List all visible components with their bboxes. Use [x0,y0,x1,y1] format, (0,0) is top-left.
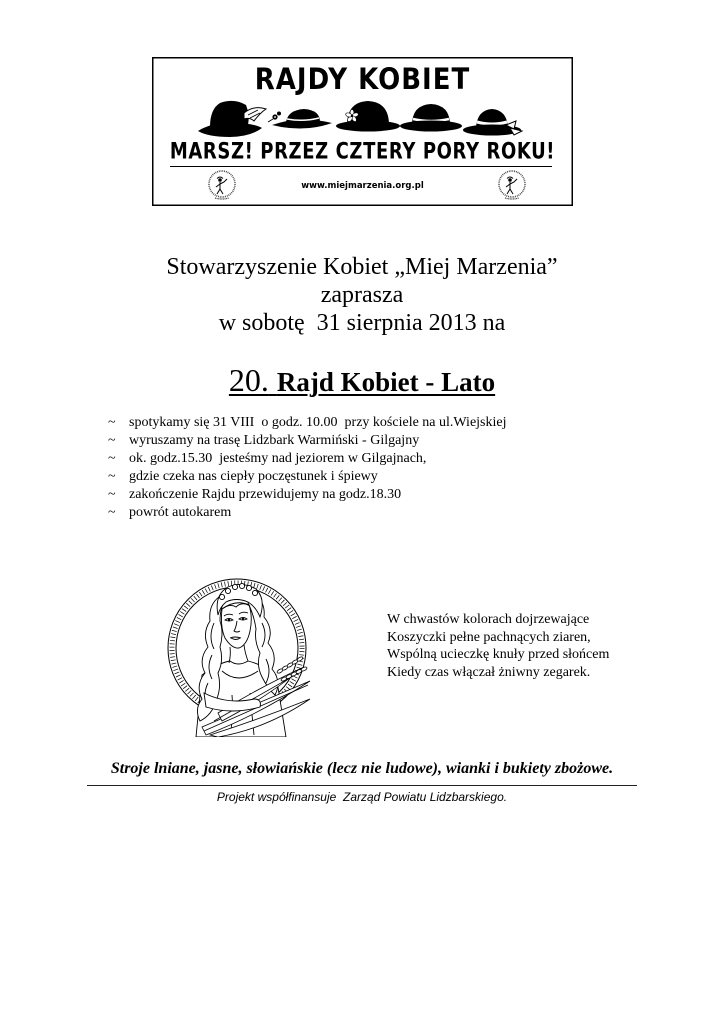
list-item-text: powrót autokarem [129,505,232,520]
list-item [100,504,620,522]
woman-with-wheat-icon [162,575,312,737]
invite-verb: zaprasza [320,282,404,308]
dress-code: Stroje lniane, jasne, słowiańskie (lecz nie ludowe), wianki i bukiety zbożowe. [110,760,614,777]
tilde-bullet: ~ [108,505,116,520]
hat-3-icon [336,101,400,132]
list-item-text: wyruszamy na trasę Lidzbark Warmiński - Gilgajny [129,433,420,448]
hat-5-icon [463,109,522,136]
banner-website: www.miejmarzenia.org.pl [301,181,424,191]
hat-4-icon [400,104,462,132]
poem-line: Wspólną ucieczkę knuły przed słońcem [387,647,610,663]
date-line: w sobotę 31 sierpnia 2013 na [218,310,506,336]
schedule-list [100,414,620,522]
tilde-bullet: ~ [108,487,116,502]
poem-line: Kiedy czas włączał żniwny zegarek. [387,665,591,681]
organizer-line: Stowarzyszenie Kobiet „Miej Marzenia” [166,254,558,280]
face [221,603,251,663]
list-item-text: ok. godz.15.30 jesteśmy nad jeziorem w Gilgajnach, [129,451,427,466]
tilde-bullet: ~ [108,469,116,484]
poem [387,611,609,682]
hat-2-icon [268,109,332,129]
list-item [100,450,620,468]
invitation [0,253,724,337]
hats-row [192,97,532,142]
list-item [100,414,620,432]
tilde-bullet: ~ [108,433,116,448]
hat-1-icon [198,101,266,137]
list-item-text: gdzie czeka nas ciepły poczęstunek i śpiewy [129,469,378,484]
list-item-text: spotykamy się 31 VIII o godz. 10.00 przy kościele na ul.Wiejskiej [129,415,507,430]
association-logo-icon [495,168,529,202]
tilde-bullet: ~ [108,451,116,466]
banner [152,57,573,206]
footer-note: Projekt współfinansuje Zarząd Powiatu Lidzbarskiego. [216,790,508,804]
banner-divider [170,166,552,167]
list-item [100,468,620,486]
event-title [229,362,495,398]
poem-line: W chwastów kolorach dojrzewające [387,612,590,627]
tilde-bullet: ~ [108,415,116,430]
banner-slogan: MARSZ! PRZEZ CZTERY PORY ROKU! [169,138,556,165]
event-name: Rajd Kobiet - Lato [276,367,496,397]
list-item [100,486,620,504]
event-number: 20. [228,362,269,398]
banner-title: RAJDY KOBIET [254,63,471,97]
poem-line: Koszyczki pełne pachnących ziaren, [387,629,591,645]
list-item-text: zakończenie Rajdu przewidujemy na godz.18.30 [129,487,402,502]
list-item [100,432,620,450]
event-heading [0,360,724,402]
footer-divider [87,785,637,786]
